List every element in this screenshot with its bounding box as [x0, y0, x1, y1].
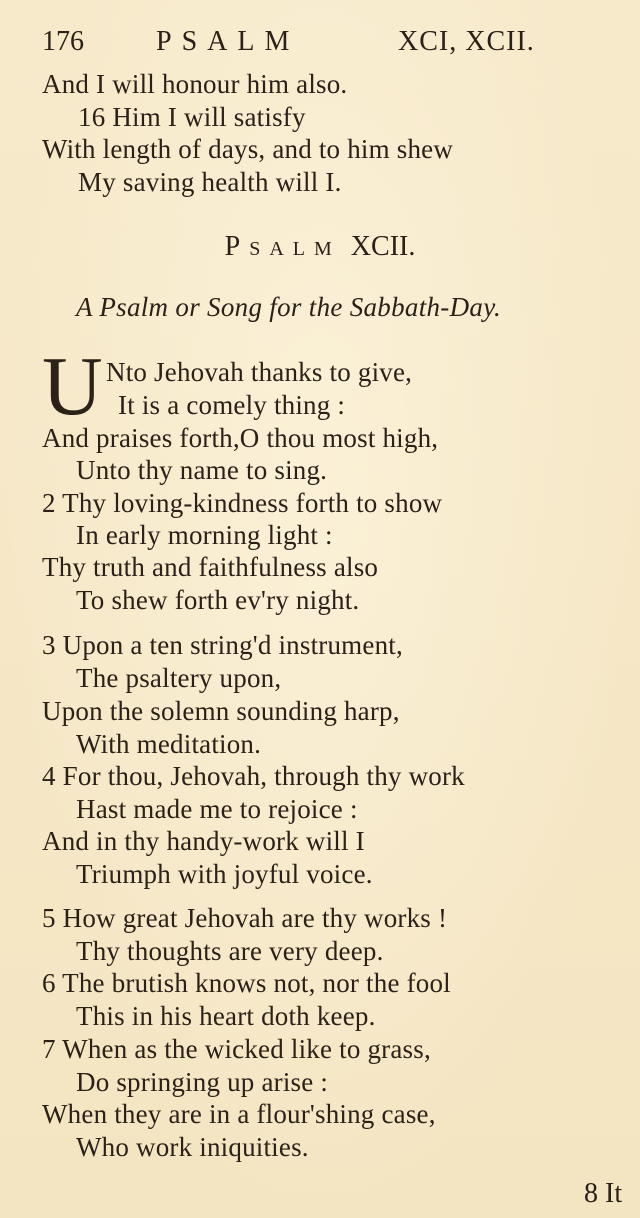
verse-line: Hast made me to rejoice : [76, 794, 358, 824]
verse-line: This in his heart doth keep. [76, 1001, 376, 1031]
verse-line: Who work iniquities. [76, 1132, 309, 1162]
catchword: 8 It [584, 1178, 623, 1209]
verse-line-first: Nto Jehovah thanks to give, [106, 357, 413, 387]
verse-line: It is a comely thing : [118, 390, 346, 420]
psalm-heading [0, 230, 640, 264]
verse-line: Thy truth and faithfulness also [42, 552, 379, 582]
verse-line: And in thy handy-work will I [42, 826, 365, 856]
verse-line: With length of days, and to him shew [42, 134, 454, 164]
psalm-heading-number: XCII. [350, 231, 416, 262]
verse-line: Upon the solemn sounding harp, [42, 696, 400, 726]
verse-line: 5 How great Jehovah are thy works ! [42, 903, 448, 933]
verse-line: With meditation. [76, 729, 262, 759]
verse-line: 6 The brutish knows not, nor the fool [42, 968, 451, 998]
verse-line: 7 When as the wicked like to grass, [42, 1034, 431, 1064]
running-psalm-numbers: XCI, XCII. [398, 26, 535, 57]
drop-capital: U [42, 340, 103, 433]
verse-line: And I will honour him also. [42, 69, 348, 99]
verse-line: When they are in a flour'shing case, [42, 1099, 436, 1129]
verse-line: To shew forth ev'ry night. [76, 585, 360, 615]
verse-line: Triumph with joyful voice. [76, 859, 373, 889]
verse-line: Unto thy name to sing. [76, 455, 328, 485]
psalm-subtitle: A Psalm or Song for the Sabbath-Day. [76, 292, 502, 322]
verse-line: 16 Him I will satisfy [78, 102, 306, 132]
verse-line: And praises forth,O thou most high, [42, 423, 439, 453]
page-number: 176 [42, 26, 84, 57]
running-title: PSALM [156, 26, 300, 57]
verse-line: Do springing up arise : [76, 1067, 329, 1097]
verse-line: 4 For thou, Jehovah, through thy work [42, 761, 465, 791]
psalm-heading-word: Psalm [224, 231, 341, 262]
verse-line: 2 Thy loving-kindness forth to show [42, 488, 443, 518]
verse-line: Thy thoughts are very deep. [76, 936, 384, 966]
verse-line: My saving health will I. [78, 167, 342, 197]
verse-line: The psaltery upon, [76, 663, 282, 693]
verse-line: 3 Upon a ten string'd instrument, [42, 630, 403, 660]
verse-line: In early morning light : [76, 520, 333, 550]
